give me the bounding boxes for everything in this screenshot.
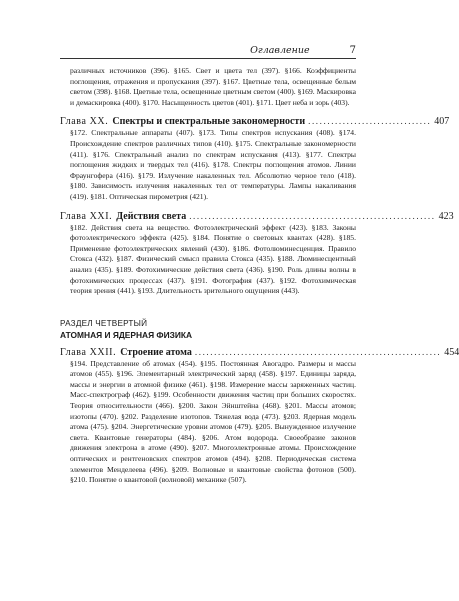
table-of-contents — [60, 66, 459, 486]
chapter-title: Строение атома — [120, 346, 192, 358]
dot-leader: ................................................................ — [189, 210, 436, 221]
chapter-title: Спектры и спектральные закономерности — [112, 116, 306, 128]
part-title: АТОМНАЯ И ЯДЕРНАЯ ФИЗИКА — [60, 329, 193, 340]
part-label: РАЗДЕЛ ЧЕТВЕРТЫЙ — [60, 318, 148, 328]
chapter-contents: §172. Спектральные аппараты (407). §173. Типы спектров испускания (408). §174. Происхождение спектров различных типов (410). §175. Спектральные закономерности (411). §176. Спектральный анализ по спектрам испускания (413). §177. Спектры поглощения жидких и твердых тел (416). §178. Спектры поглощения атомов. Линии Фраунгофера (416). §179. Излучение накаленных тел. Абсолютно черное тело (418). §180. Зависимость излучения накаленных тел от температуры. Лампы накаливания (419). §181. Оптическая пирометрия (421). — [70, 128, 356, 201]
chapter-page: 423 — [438, 210, 454, 222]
continuation-text: различных источников (396). §165. Свет и цвета тел (397). §166. Коэффициенты поглощения, отражения и пропускания (397). §167. Цветные тела, освещенные белым светом (398). §168. Цветные тела, освещенные цветным светом (400). §169. Маскировка и демаскировка (400). §170. Насыщенность цветов (401). §171. Цвет неба и зорь (403). — [70, 66, 356, 107]
dot-leader: ................................................................ — [194, 346, 442, 357]
chapter-label: Глава XXII. — [60, 346, 117, 358]
page-number: 7 — [349, 45, 356, 56]
chapter-title: Действия света — [116, 210, 187, 222]
chapter-page: 407 — [434, 116, 450, 128]
header-title: Оглавление — [250, 45, 310, 56]
chapter-contents: §182. Действия света на вещество. Фотоэлектрический эффект (423). §183. Законы фотоэлектрического эффекта (425). §184. Понятие о световых квантах (428). §185. Применение фотоэлектрических явлений (430). §186. Фотолюминесценция. Правило Стокса (432). §187. Физический смысл правила Стокса (435). §188. Люминесцентный анализ (435). §189. Фотохимические действия света (436). §190. Роль длины волны в фотохимических процессах (437). §191. Фотография (437). §192. Фотохимическая теория зрения (441). §193. Длительность зрительного ощущения (443). — [70, 222, 356, 296]
dot-leader: ................................ — [308, 116, 432, 127]
chapter-label: Глава XXI. — [60, 210, 113, 222]
running-header — [60, 40, 356, 59]
chapter-contents: §194. Представление об атомах (454). §195. Постоянная Авогадро. Размеры и массы атомов (455). §196. Элементарный электрический заряд (458). §197. Единицы заряда, массы и энергии в атомной физике (461). §198. Измерение массы заряженных частиц. Масс-спектрограф (462). §199. Особенности движения частиц при больших скоростях. Теория относительности (466). §200. Закон Эйнштейна (468). §201. Массы атомов; изотопы (470). §202. Разделение изотопов. Тяжелая вода (473). §203. Ядерная модель атома (475). §204. Энергетические уровни атомов (479). §205. Вынужденное излучение света. Квантовые генераторы (484). §206. Атом водорода. Своеобразие законов движения электрона в атоме (490). §207. Многоэлектронные атомы. Происхождение оптических и рентгеновских спектров атомов (494). §208. Периодическая система элементов Менделеева (496). §209. Волновые и квантовые свойства фотонов (500). §210. Понятие о квантовой (волновой) механике (507). — [70, 358, 356, 485]
chapter-heading[interactable] — [60, 210, 454, 223]
chapter-heading[interactable] — [60, 115, 450, 128]
chapter-heading[interactable] — [60, 346, 459, 359]
chapter-page: 454 — [444, 346, 459, 358]
chapter-label: Глава XX. — [60, 116, 109, 128]
